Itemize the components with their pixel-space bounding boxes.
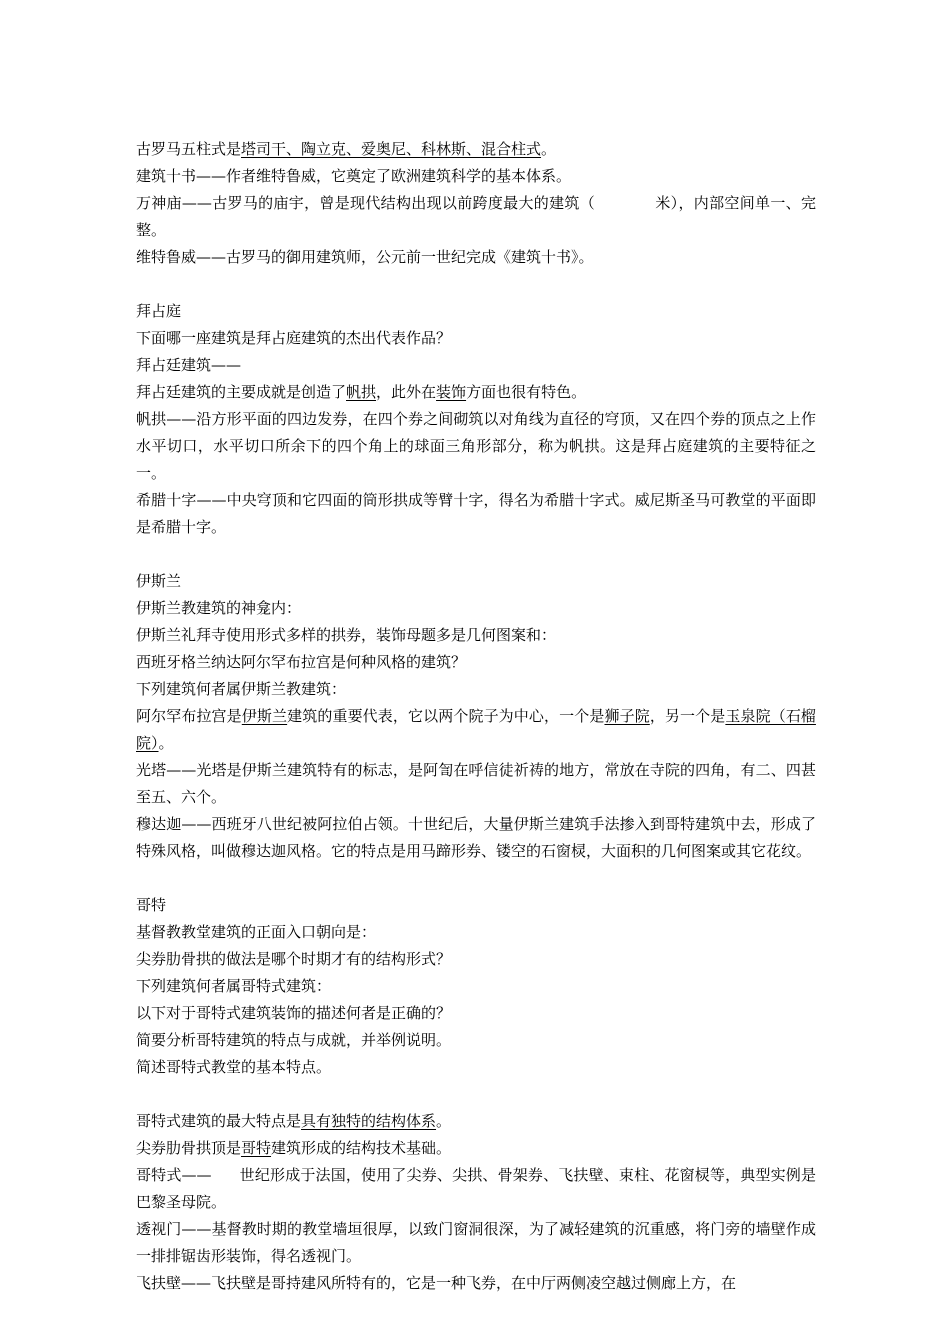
greek-cross-entry: 希腊十字——中央穹顶和它四面的筒形拱成等臂十字，得名为希腊十字式。威尼斯圣马可教堂的平面即是希腊十字。 — [136, 491, 816, 536]
perspective-portal-entry: 透视门——基督教时期的教堂墙垣很厚，以致门窗洞很深，为了减轻建筑的沉重感，将门旁的墙壁作成一排排锯齿形装饰，得名透视门。 — [136, 1220, 816, 1265]
gothic-question-4: 以下对于哥特式建筑装饰的描述何者是正确的？ — [136, 1004, 452, 1022]
byzantine-title: 拜占廷建筑—— — [136, 356, 242, 374]
underlined-answer: 具有独特的结构体系 — [301, 1112, 437, 1130]
gothic-question-6: 简述哥特式教堂的基本特点。 — [136, 1058, 332, 1076]
underlined-answer: 帆拱 — [346, 383, 377, 401]
gothic-question-3: 下列建筑何者属哥特式建筑： — [136, 977, 332, 995]
underlined-answer: 装饰 — [436, 383, 467, 401]
blank-line — [136, 541, 816, 568]
byzantine-question: 下面哪一座建筑是拜占庭建筑的杰出代表作品？ — [136, 329, 452, 347]
islam-heading: 伊斯兰 — [136, 572, 182, 590]
islam-question-2: 伊斯兰礼拜寺使用形式多样的拱券，装饰母题多是几何图案和： — [136, 626, 557, 644]
underlined-answer: 狮子院 — [604, 707, 650, 725]
islam-question-1: 伊斯兰教建筑的神龛内： — [136, 599, 302, 617]
underlined-answer: 塔司干、陶立克、爱奥尼、科林斯、混合柱式 — [241, 140, 542, 158]
rib-vault-entry: 尖券肋骨拱顶是哥特建筑形成的结构技术基础。 — [136, 1139, 452, 1157]
blank-line — [136, 865, 816, 892]
gothic-question-5: 简要分析哥特建筑的特点与成就，并举例说明。 — [136, 1031, 452, 1049]
gothic-question-1: 基督教教堂建筑的正面入口朝向是： — [136, 923, 377, 941]
byzantine-heading: 拜占庭 — [136, 302, 182, 320]
pendentive-entry: 帆拱——沿方形平面的四边发券，在四个券之间砌筑以对角线为直径的穹顶，又在四个券的顶点之上作水平切口，水平切口所余下的四个角上的球面三角形部分，称为帆拱。这是拜占庭建筑的主要特征之一。 — [136, 410, 816, 482]
flying-buttress-entry: 飞扶壁——飞扶壁是哥持建风所特有的，它是一种飞券，在中厅两侧凌空越过侧廊上方，在 — [136, 1274, 737, 1292]
gothic-style-entry: 哥特式—— 世纪形成于法国，使用了尖券、尖拱、骨架券、飞扶壁、束柱、花窗棂等，典型实例是巴黎圣母院。 — [136, 1166, 816, 1211]
mudejar-entry: 穆达迦——西班牙八世纪被阿拉伯占领。十世纪后，大量伊斯兰建筑手法掺入到哥特建筑中去，形成了特殊风格，叫做穆达迦风格。它的特点是用马蹄形券、镂空的石窗棂，大面积的几何图案或其它花纹。 — [136, 815, 816, 860]
alhambra-entry: 阿尔罕布拉宫是伊斯兰建筑的重要代表，它以两个院子为中心，一个是狮子院，另一个是玉泉院（石榴院）。 — [136, 707, 816, 752]
blank-line — [136, 1081, 816, 1108]
rome-five-orders: 古罗马五柱式是塔司干、陶立克、爱奥尼、科林斯、混合柱式。 — [136, 140, 557, 158]
underlined-answer: 伊斯兰 — [241, 707, 288, 725]
document-page — [136, 136, 816, 1297]
blank-line — [136, 271, 816, 298]
gothic-heading: 哥特 — [136, 896, 167, 914]
islam-question-3: 西班牙格兰纳达阿尔罕布拉宫是何种风格的建筑？ — [136, 653, 467, 671]
vitruvius-entry: 维特鲁威——古罗马的御用建筑师，公元前一世纪完成《建筑十书》。 — [136, 248, 594, 266]
ten-books-entry: 建筑十书——作者维特鲁威，它奠定了欧洲建筑科学的基本体系。 — [136, 167, 572, 185]
gothic-question-2: 尖券肋骨拱的做法是哪个时期才有的结构形式？ — [136, 950, 452, 968]
underlined-answer: 玉泉院（石榴院） — [136, 707, 816, 752]
minaret-entry: 光塔——光塔是伊斯兰建筑特有的标志，是阿訇在呼信徒祈祷的地方，常放在寺院的四角，有二、四甚至五、六个。 — [136, 761, 816, 806]
underlined-answer: 哥特 — [241, 1139, 272, 1157]
pantheon-entry: 万神庙——古罗马的庙宇，曾是现代结构出现以前跨度最大的建筑（ 米），内部空间单一、完整。 — [136, 194, 816, 239]
gothic-feature-entry: 哥特式建筑的最大特点是具有独特的结构体系。 — [136, 1112, 452, 1130]
byzantine-achievement: 拜占廷建筑的主要成就是创造了帆拱，此外在装饰方面也很有特色。 — [136, 383, 587, 401]
islam-question-4: 下列建筑何者属伊斯兰教建筑： — [136, 680, 347, 698]
